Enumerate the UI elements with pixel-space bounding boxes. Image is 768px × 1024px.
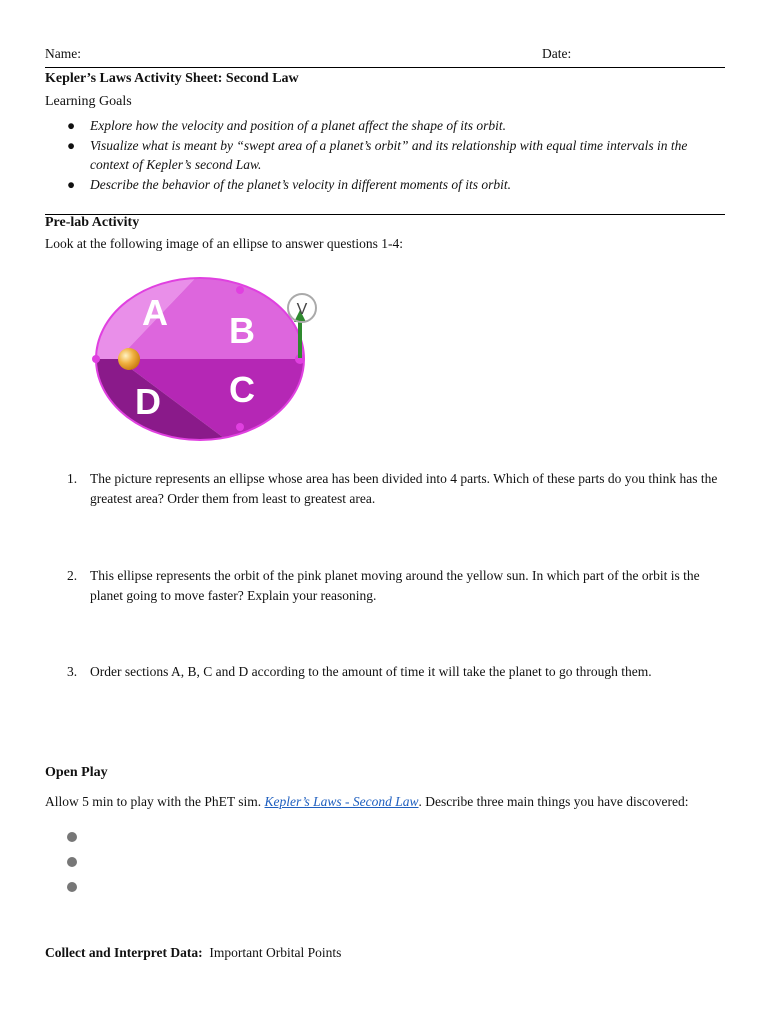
collect-data-label: Collect and Interpret Data: bbox=[45, 945, 203, 960]
discovery-bullet-list bbox=[67, 832, 77, 907]
learning-goal-item bbox=[45, 136, 725, 175]
bullet-icon bbox=[67, 857, 77, 867]
bullet-icon bbox=[67, 832, 77, 842]
phet-sim-link[interactable]: Kepler’s Laws - Second Law bbox=[264, 794, 419, 809]
open-play-text bbox=[45, 792, 725, 812]
section-divider bbox=[45, 214, 725, 215]
prelab-intro: Look at the following image of an ellipse to answer questions 1-4: bbox=[45, 236, 404, 251]
date-label: Date: bbox=[542, 46, 572, 61]
section-label-b: B bbox=[229, 310, 255, 351]
ellipse-orbit-figure bbox=[80, 270, 320, 450]
worksheet-title: Kepler’s Laws Activity Sheet: Second Law bbox=[45, 71, 299, 86]
sun bbox=[118, 348, 140, 370]
section-label-a: A bbox=[142, 292, 168, 333]
learning-goal-text: Explore how the velocity and position of a planet affect the shape of its orbit. bbox=[90, 118, 507, 133]
bullet-icon: ● bbox=[67, 118, 76, 133]
learning-goal-item bbox=[45, 116, 725, 136]
orbit-point bbox=[92, 355, 100, 363]
learning-goals-list bbox=[45, 116, 725, 194]
learning-goal-text: Describe the behavior of the planet’s velocity in different moments of its orbit. bbox=[90, 176, 512, 192]
section-label-c: C bbox=[229, 369, 255, 410]
learning-goals-heading: Learning Goals bbox=[45, 94, 132, 109]
velocity-label: V bbox=[296, 301, 308, 318]
open-play-text-after: . Describe three main things you have discovered: bbox=[418, 794, 689, 809]
bullet-icon bbox=[67, 882, 77, 892]
question-number: 3. bbox=[67, 664, 78, 679]
question-3 bbox=[45, 662, 725, 682]
learning-goal-item bbox=[45, 175, 725, 195]
bullet-icon: ● bbox=[67, 137, 76, 153]
open-play-text-before: Allow 5 min to play with the PhET sim. bbox=[45, 794, 265, 809]
section-label-d: D bbox=[135, 381, 161, 422]
orbit-point bbox=[236, 286, 244, 294]
question-text: The picture represents an ellipse whose area has been divided into 4 parts. Which of these parts do you think has the greatest area? Order them from least to greatest area. bbox=[90, 471, 718, 506]
question-2 bbox=[45, 566, 725, 605]
question-number: 1. bbox=[67, 471, 78, 486]
question-1 bbox=[45, 469, 725, 508]
collect-data-text: Important Orbital Points bbox=[209, 945, 342, 960]
bullet-icon: ● bbox=[67, 176, 76, 192]
collect-data-line bbox=[45, 945, 341, 961]
question-text: Order sections A, B, C and D according to the amount of time it will take the planet to go through them. bbox=[90, 664, 652, 679]
name-date-row bbox=[45, 45, 725, 68]
name-label: Name: bbox=[45, 46, 81, 61]
prelab-heading: Pre-lab Activity bbox=[45, 215, 140, 230]
orbit-point bbox=[236, 423, 244, 431]
question-text: This ellipse represents the orbit of the pink planet moving around the yellow sun. In which part of the orbit is the planet going to move faster? Explain your reasoning. bbox=[90, 568, 700, 603]
open-play-heading: Open Play bbox=[45, 765, 108, 780]
question-number: 2. bbox=[67, 568, 78, 583]
learning-goal-text: Visualize what is meant by “swept area of a planet’s orbit” and its relationship with equal time intervals in the context of Kepler’s second Law. bbox=[90, 137, 688, 172]
